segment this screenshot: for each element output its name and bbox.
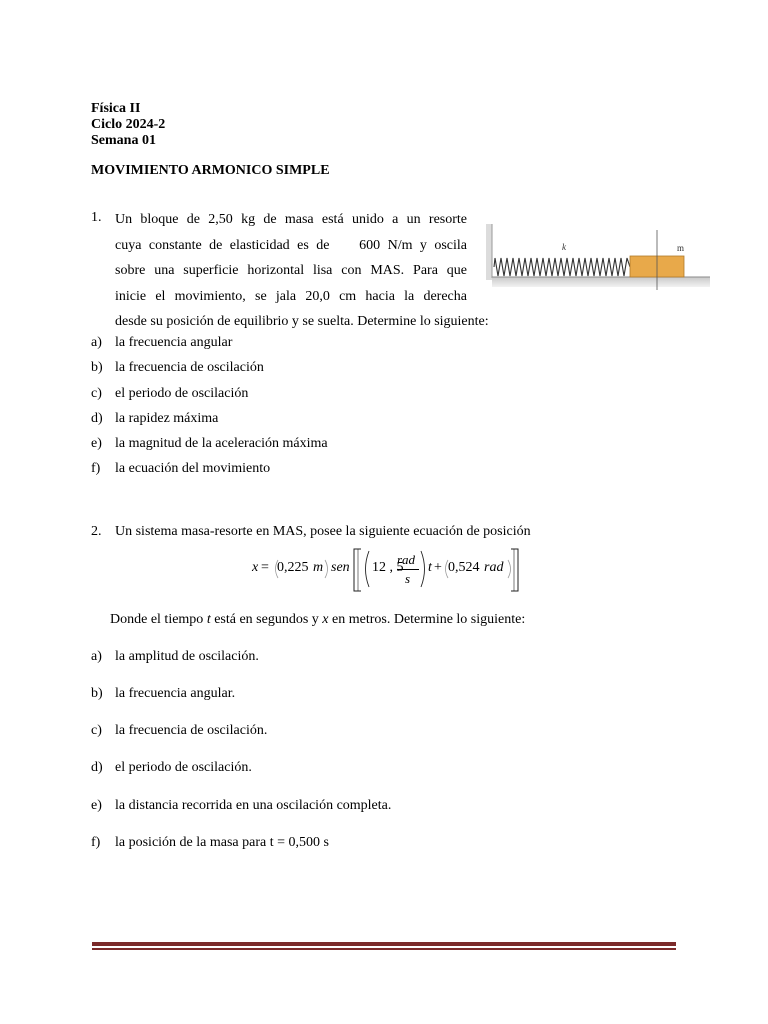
note-mid: está en segundos y <box>210 612 323 627</box>
item-text: la distancia recorrida en una oscilación completa. <box>115 798 392 813</box>
item-label: e) <box>91 798 102 813</box>
eq-plus: + <box>434 560 442 575</box>
problem-1-line: sobre una superficie horizontal lisa con MAS. Para que <box>115 263 467 278</box>
eq-amplitude: 0,225 <box>277 560 309 575</box>
footer-rule-thick <box>92 942 676 946</box>
item-text: el periodo de oscilación. <box>115 760 252 775</box>
problem-1-number: 1. <box>91 210 102 225</box>
fraction-bar <box>397 569 419 570</box>
eq-lhs: x <box>252 560 259 575</box>
eq-omega: 12 , 5 <box>372 560 404 575</box>
bracket-left <box>352 548 362 592</box>
problem-2-note <box>110 612 525 628</box>
floor <box>492 277 710 287</box>
spring <box>494 258 630 276</box>
item-label: a) <box>91 335 102 350</box>
eq-time-var: t <box>428 560 432 575</box>
problem-1-line: cuya constante de elasticidad es de 600 N/m y oscila <box>115 237 467 253</box>
cycle-label: Ciclo 2024-2 <box>91 117 166 132</box>
item-text: la rapidez máxima <box>115 411 219 426</box>
eq-phase: 0,524 <box>448 560 480 575</box>
item-text: la frecuencia de oscilación <box>115 360 264 375</box>
mass-label: m <box>677 243 685 253</box>
item-text: la ecuación del movimiento <box>115 461 271 476</box>
problem-1-line: inicie el movimiento, se jala 20,0 cm hacia la derecha <box>115 288 467 304</box>
problem-1-statement <box>115 207 489 335</box>
course-title: Física II <box>91 101 141 116</box>
item-label: f) <box>91 835 101 850</box>
item-text: la frecuencia de oscilación. <box>115 723 268 738</box>
eq-equals: = <box>261 560 269 575</box>
paren-right-big <box>420 550 428 588</box>
item-text: la magnitud de la aceleración máxima <box>115 436 328 451</box>
paren-left-big <box>362 550 370 588</box>
item-label: c) <box>91 723 102 738</box>
topic-heading: MOVIMIENTO ARMONICO SIMPLE <box>91 163 330 178</box>
footer-rule-thin <box>92 948 676 950</box>
item-label: b) <box>91 686 103 701</box>
item-text: la frecuencia angular. <box>115 686 236 701</box>
note-t: t <box>206 612 211 627</box>
item-text: el periodo de oscilación <box>115 386 249 401</box>
item-label: f) <box>91 461 101 476</box>
item-label: d) <box>91 411 103 426</box>
week-label: Semana 01 <box>91 133 156 148</box>
note-pre: Donde el tiempo <box>110 612 207 627</box>
item-label: c) <box>91 386 102 401</box>
item-label: d) <box>91 760 103 775</box>
wall <box>486 224 492 280</box>
eq-function: sen <box>331 560 350 575</box>
item-label: e) <box>91 436 102 451</box>
eq-amplitude-unit: m <box>313 560 324 575</box>
problem-1-line: Un bloque de 2,50 kg de masa está unido a un resorte <box>115 212 467 227</box>
bracket-right <box>510 548 520 592</box>
item-label: b) <box>91 360 103 375</box>
spring-mass-figure <box>482 220 712 292</box>
problem-2-statement: Un sistema masa-resorte en MAS, posee la siguiente ecuación de posición <box>115 524 531 539</box>
item-label: a) <box>91 649 102 664</box>
item-text: la posición de la masa para t = 0,500 s <box>115 835 329 850</box>
note-post: en metros. Determine lo siguiente: <box>328 612 526 627</box>
problem-1-line: desde su posición de equilibrio y se suelta. Determine lo siguiente: <box>115 314 489 329</box>
eq-phase-unit: rad <box>484 560 504 575</box>
note-x: x <box>322 612 329 627</box>
eq-omega-den: s <box>405 571 411 586</box>
spring-label: k <box>562 242 566 252</box>
eq-omega-num: rad <box>397 552 416 567</box>
paren-right <box>324 559 331 579</box>
problem-2-number: 2. <box>91 524 102 539</box>
item-text: la amplitud de oscilación. <box>115 649 259 664</box>
item-text: la frecuencia angular <box>115 335 233 350</box>
